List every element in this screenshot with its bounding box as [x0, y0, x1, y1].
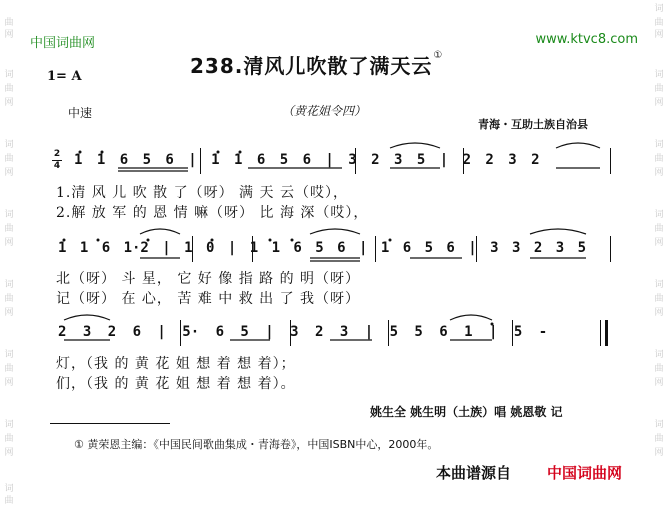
watermark-char: 词 — [4, 350, 14, 360]
watermark-char: 网 — [654, 238, 664, 248]
watermark-char: 曲 — [4, 154, 14, 164]
watermark-char: 词 — [4, 420, 14, 430]
watermark-char: 词 — [4, 484, 14, 494]
watermark-char: 曲 — [4, 364, 14, 374]
watermark-char: 词 — [654, 420, 664, 430]
watermark-char: 曲 — [4, 294, 14, 304]
watermark-char: 曲 — [654, 364, 664, 374]
source-label: 本曲谱源自 — [436, 464, 512, 482]
performer-credits: 姚生全 姚生明（土族）唱 姚恩敬 记 — [370, 405, 563, 419]
song-region: 青海・互助土族自治县 — [478, 118, 588, 131]
watermark-char: 网 — [4, 308, 14, 318]
watermark-char: 词 — [654, 140, 664, 150]
song-title-text: 238.清风儿吹散了满天云 — [190, 54, 433, 78]
watermark-char: 网 — [654, 448, 664, 458]
score-line-3-notes: 2 3 2 6 | 5· 6 5 | 3 2 3 | 5 5 6 1 | 5 - — [58, 324, 548, 340]
watermark-char: 网 — [4, 30, 14, 40]
score-line-2-lyrics-verse-2: 记（呀） 在 心， 苦 难 中 救 出 了 我（呀） — [56, 291, 361, 307]
watermark-char: 词 — [654, 4, 664, 14]
watermark-char: 词 — [4, 280, 14, 290]
watermark-char: 曲 — [654, 18, 664, 28]
site-name: 中国词曲网 — [30, 36, 96, 51]
watermark-char: 词 — [654, 70, 664, 80]
watermark-char: 词 — [4, 70, 14, 80]
watermark-char: 词 — [654, 350, 664, 360]
time-signature-bottom: 4 — [53, 161, 61, 171]
score-line-3-lyrics-verse-2: 们，（我 的 黄 花 姐 想 着 想 着）。 — [56, 376, 296, 392]
watermark-char: 网 — [654, 308, 664, 318]
watermark-char: 网 — [654, 30, 664, 40]
watermark-char: 词 — [654, 210, 664, 220]
watermark-char: 网 — [4, 378, 14, 388]
footnote-rule — [50, 423, 170, 424]
watermark-char: 曲 — [654, 434, 664, 444]
key-signature: 1= A — [47, 69, 82, 84]
watermark-char: 曲 — [4, 434, 14, 444]
source-site[interactable]: 中国词曲网 — [547, 464, 623, 482]
watermark-char: 曲 — [4, 224, 14, 234]
tempo-marking: 中速 — [68, 106, 93, 120]
watermark-char: 网 — [654, 98, 664, 108]
watermark-char: 曲 — [4, 84, 14, 94]
title-footnote-mark: ① — [433, 50, 444, 61]
watermark-char: 曲 — [4, 18, 14, 28]
watermark-char: 曲 — [654, 224, 664, 234]
time-signature-top: 2 — [53, 149, 61, 159]
watermark-char: 词 — [4, 140, 14, 150]
watermark-char: 网 — [4, 168, 14, 178]
watermark-char: 曲 — [654, 84, 664, 94]
score-line-1-lyrics-verse-1: 1.清 风 儿 吹 散 了（呀） 满 天 云（哎）， — [56, 185, 348, 201]
watermark-char: 网 — [4, 238, 14, 248]
watermark-char: 曲 — [654, 154, 664, 164]
watermark-char: 网 — [654, 378, 664, 388]
score-line-2-lyrics-verse-1: 北（呀） 斗 星， 它 好 像 指 路 的 明（呀） — [56, 271, 361, 287]
song-subtitle: （黄花姐令四） — [282, 104, 367, 118]
watermark-char: 网 — [654, 168, 664, 178]
score-line-1-lyrics-verse-2: 2.解 放 军 的 恩 情 嘛（呀） 比 海 深（哎）， — [56, 205, 369, 221]
score-line-3-lyrics-verse-1: 灯，（我 的 黄 花 姐 想 着 想 着）； — [56, 356, 296, 372]
score-line-1-notes: 1 1 6 5 6 | 1 1 6 5 6 | 3 2 3 5 | 2 2 3 2 — [74, 152, 540, 168]
watermark-char: 曲 — [654, 294, 664, 304]
watermark-char: 词 — [654, 280, 664, 290]
score-line-2-notes: 1 1 6 1·2 | 1 0 | 1 1 6 5 6 | 1 6 5 6 | 3 3 2 3 5 — [58, 240, 587, 256]
site-url[interactable]: www.ktvc8.com — [535, 32, 638, 47]
watermark-char: 网 — [4, 98, 14, 108]
watermark-char: 网 — [4, 448, 14, 458]
footnote: ① 黄荣恩主编：《中国民间歌曲集成・青海卷》，中国ISBN中心，2000年。 — [74, 438, 439, 451]
watermark-char: 词 — [4, 210, 14, 220]
watermark-char: 曲 — [4, 496, 14, 506]
